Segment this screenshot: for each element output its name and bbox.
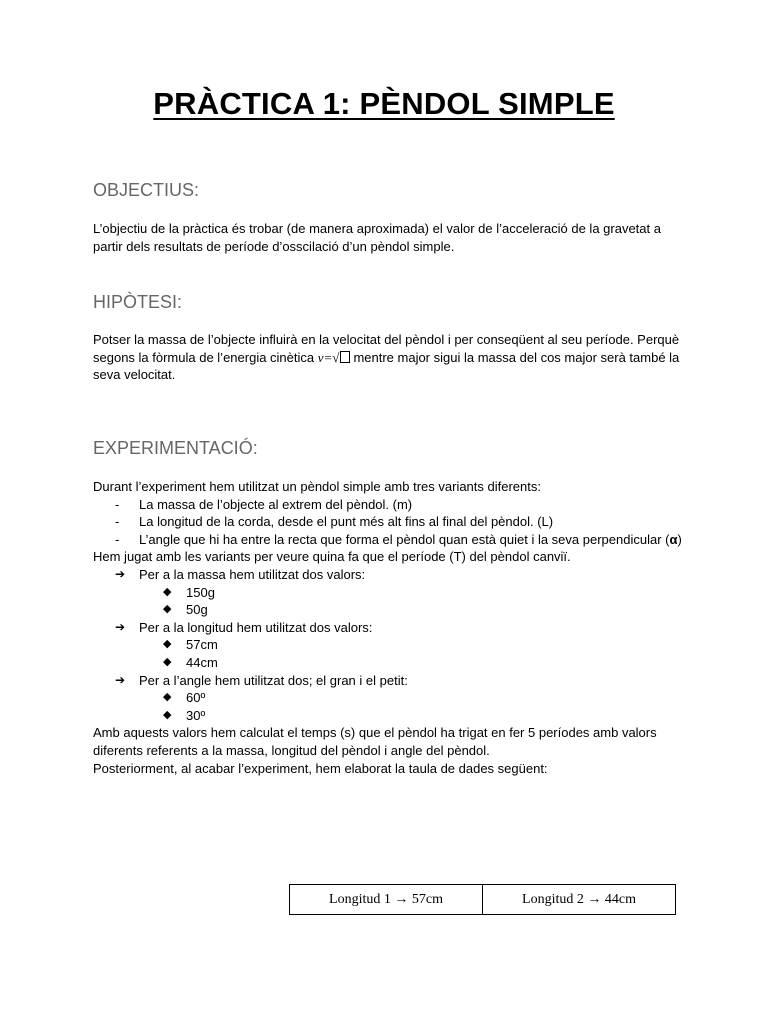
value-text: 50g bbox=[186, 602, 208, 618]
hipotesi-heading: HIPÒTESI: bbox=[93, 292, 183, 312]
list-item bbox=[93, 672, 683, 690]
experimentacio-intro: Durant l’experiment hem utilitzat un pèndol simple amb tres variants diferents: bbox=[93, 479, 541, 494]
hipotesi-paragraph bbox=[93, 331, 683, 384]
variant-text: L’angle que hi ha entre la recta que forma el pèndol quan està quiet i la seva perpendicular ( bbox=[139, 531, 670, 547]
diamond-bullet-icon: ◆ bbox=[163, 708, 172, 721]
list-item bbox=[93, 531, 683, 549]
arrow-bullet-icon: ➔ bbox=[115, 619, 126, 634]
diamond-bullet-icon: ◆ bbox=[163, 691, 172, 704]
list-item bbox=[93, 654, 683, 672]
value-text: 57cm bbox=[186, 637, 218, 653]
diamond-bullet-icon: ◆ bbox=[163, 655, 172, 668]
experimentacio-body bbox=[93, 478, 683, 777]
hipotesi-text bbox=[93, 331, 683, 384]
objectius-text: L’objectiu de la pràctica és trobar (de manera aproximada) el valor de l’acceleració de la gravetat a partir dels resultats de període d’osscilació d’un pèndol simple. bbox=[93, 221, 661, 254]
hipotesi-text-before: Potser la massa de l’objecte influirà en la velocitat del pèndol i per conseqüent al seu període. Perquè segons la fòrmula de l’energia cinètica bbox=[93, 332, 680, 365]
diamond-bullet-icon: ◆ bbox=[163, 585, 172, 598]
objectius-paragraph bbox=[93, 220, 683, 255]
list-item bbox=[93, 496, 683, 514]
table-header-cell: Longitud 1 → 57cm bbox=[290, 885, 483, 915]
missing-glyph-box-icon bbox=[340, 351, 350, 363]
alpha-symbol: α bbox=[669, 531, 678, 547]
variant-text: La massa de l’objecte al extrem del pèndol. (m) bbox=[139, 496, 413, 512]
value-text: 30º bbox=[186, 707, 206, 723]
arrow-bullet-icon: ➔ bbox=[115, 672, 126, 687]
dash-bullet: - bbox=[115, 514, 120, 530]
value-text: 150g bbox=[186, 584, 215, 600]
list-item bbox=[93, 601, 683, 619]
list-item bbox=[93, 513, 683, 531]
objectius-heading: OBJECTIUS: bbox=[93, 180, 200, 200]
variant-text: La longitud de la corda, desde el punt més alt fins al final del pèndol. (L) bbox=[139, 514, 554, 530]
page-title: PRÀCTICA 1: PÈNDOL SIMPLE bbox=[153, 86, 615, 121]
experimentacio-closing-2: Posteriorment, al acabar l’experiment, hem elaborat la taula de dades següent: bbox=[93, 760, 548, 776]
dash-bullet: - bbox=[115, 531, 120, 547]
value-text: 60º bbox=[186, 690, 206, 706]
arrow-bullet-icon: ➔ bbox=[115, 566, 126, 581]
data-table bbox=[289, 884, 676, 915]
group-label: Per a l’angle hem utilitzat dos; el gran i el petit: bbox=[139, 672, 408, 688]
variants-list bbox=[93, 496, 683, 549]
experimentacio-closing-1: Amb aquests valors hem calculat el temps (s) que el pèndol ha trigat en fer 5 períodes amb valors diferents referents a la massa, longitud del pèndol i angle del pèndol. bbox=[93, 725, 657, 758]
kinetic-energy-formula: v=√ bbox=[317, 349, 340, 365]
experimentacio-heading: EXPERIMENTACIÓ: bbox=[93, 438, 258, 458]
table-header-cell: Longitud 2 → 44cm bbox=[483, 885, 676, 915]
list-item bbox=[93, 566, 683, 584]
list-item bbox=[93, 619, 683, 637]
table-row bbox=[290, 885, 676, 915]
value-text: 44cm bbox=[186, 654, 218, 670]
group-label: Per a la longitud hem utilitzat dos valors: bbox=[139, 619, 373, 635]
list-item bbox=[93, 707, 683, 725]
experimentacio-jugat: Hem jugat amb les variants per veure quina fa que el període (T) del pèndol canviï. bbox=[93, 549, 571, 565]
hipotesi-text-after: mentre major sigui la massa del cos major serà també la seva velocitat. bbox=[93, 349, 680, 383]
variant-text-after: ) bbox=[677, 531, 682, 547]
diamond-bullet-icon: ◆ bbox=[163, 638, 172, 651]
list-item bbox=[93, 584, 683, 602]
list-item bbox=[93, 689, 683, 707]
dash-bullet: - bbox=[115, 496, 120, 512]
list-item bbox=[93, 636, 683, 654]
diamond-bullet-icon: ◆ bbox=[163, 603, 172, 616]
group-label: Per a la massa hem utilitzat dos valors: bbox=[139, 566, 366, 582]
